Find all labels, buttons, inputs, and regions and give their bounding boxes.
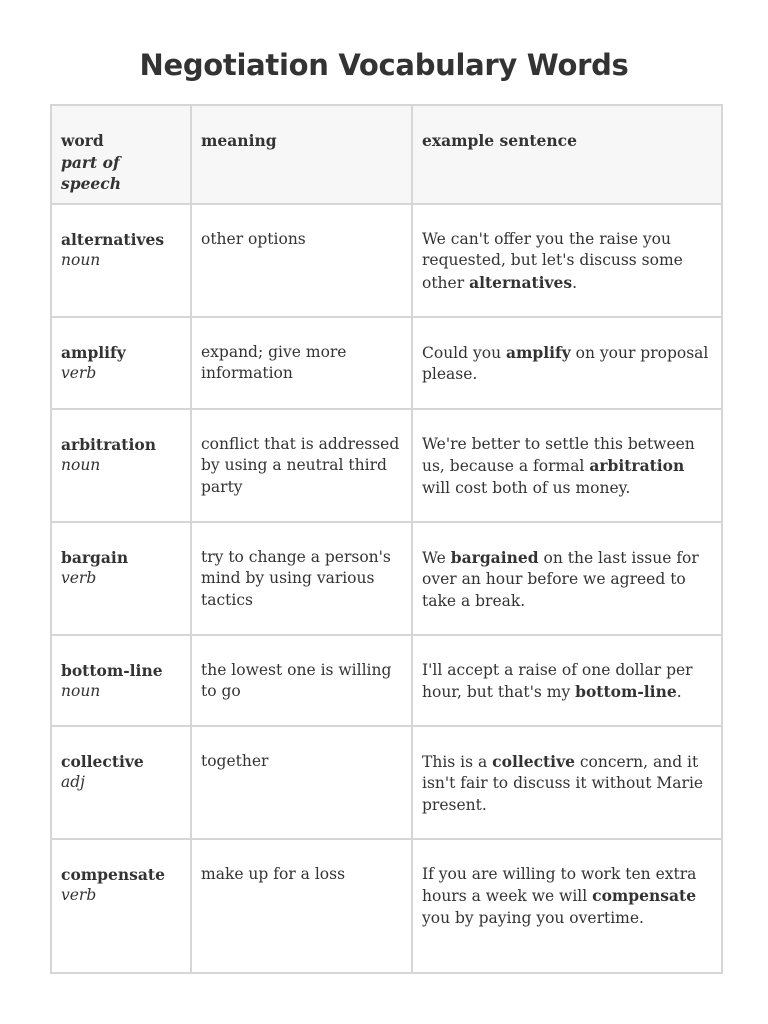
example-text: .: [676, 683, 682, 701]
example-text: will cost both of us money.: [422, 478, 631, 497]
word-cell: [51, 522, 191, 635]
example-text: This is a: [422, 752, 493, 771]
example-keyword: arbitration: [589, 456, 685, 475]
table-row: [51, 204, 722, 317]
meaning-cell: together: [191, 726, 412, 839]
meaning-cell: the lowest one is willing to go: [191, 635, 412, 726]
vocab-word: collective: [61, 751, 144, 771]
example-keyword: alternatives: [469, 272, 573, 292]
example-keyword: bargained: [450, 547, 539, 567]
table-row: [51, 317, 722, 409]
word-cell: [51, 409, 191, 522]
part-of-speech: noun: [61, 456, 101, 474]
example-text: We can't offer you the raise you requested, but let's discuss some other: [422, 229, 683, 292]
example-keyword: bottom-line: [575, 682, 677, 701]
header-word-cell: [51, 105, 191, 204]
word-cell: [51, 839, 191, 973]
example-text: I'll accept a raise of one dollar per hour, but that's my: [422, 660, 693, 701]
example-cell: [412, 635, 722, 726]
example-keyword: compensate: [592, 886, 697, 905]
example-text: concern, and it isn't fair to discuss it without Marie present.: [422, 752, 704, 814]
meaning-cell: make up for a loss: [191, 839, 412, 973]
vocab-word: amplify: [61, 342, 126, 362]
table-row: [51, 409, 722, 522]
example-text: If you are willing to work ten extra hours a week we will: [422, 864, 697, 905]
table-row: [51, 839, 722, 973]
part-of-speech: verb: [61, 886, 97, 904]
part-of-speech: noun: [61, 682, 101, 700]
meaning-cell: other options: [191, 204, 412, 317]
word-cell: [51, 635, 191, 726]
word-cell: [51, 204, 191, 317]
vocabulary-table: [50, 104, 723, 974]
example-text: Could you: [422, 343, 506, 362]
page-title: Negotiation Vocabulary Words: [139, 48, 629, 82]
example-text: you by paying you overtime.: [422, 908, 644, 927]
header-example-sentence: example sentence: [412, 105, 722, 204]
part-of-speech: adj: [61, 773, 85, 791]
example-text: on the last issue for over an hour before we agreed to take a break.: [422, 548, 699, 610]
table-row: [51, 635, 722, 726]
example-text: on your proposal please.: [422, 343, 709, 383]
meaning-cell: expand; give more information: [191, 317, 412, 409]
example-text: .: [572, 273, 578, 292]
header-part-of-speech: part of speech: [61, 152, 121, 193]
example-cell: [412, 839, 722, 973]
table-row: [51, 522, 722, 635]
part-of-speech: verb: [61, 364, 97, 382]
example-cell: [412, 522, 722, 635]
meaning-cell: conflict that is addressed by using a neutral third party: [191, 409, 412, 522]
vocab-word: bottom-line: [61, 660, 163, 680]
vocab-word: compensate: [61, 864, 165, 884]
part-of-speech: noun: [61, 251, 101, 269]
example-keyword: collective: [492, 751, 575, 771]
example-keyword: amplify: [505, 342, 571, 362]
header-word: word: [61, 131, 104, 150]
vocab-word: arbitration: [61, 434, 156, 454]
example-cell: [412, 317, 722, 409]
example-text: We're better to settle this between us, because a formal: [422, 434, 695, 475]
example-text: We: [422, 548, 451, 567]
meaning-cell: try to change a person's mind by using various tactics: [191, 522, 412, 635]
word-cell: [51, 317, 191, 409]
example-cell: [412, 204, 722, 317]
word-cell: [51, 726, 191, 839]
part-of-speech: verb: [61, 569, 97, 587]
vocab-word: bargain: [61, 547, 129, 567]
header-meaning: meaning: [191, 105, 412, 204]
example-cell: [412, 726, 722, 839]
vocab-word: alternatives: [61, 229, 165, 249]
table-header-row: [51, 105, 722, 204]
example-cell: [412, 409, 722, 522]
table-row: [51, 726, 722, 839]
